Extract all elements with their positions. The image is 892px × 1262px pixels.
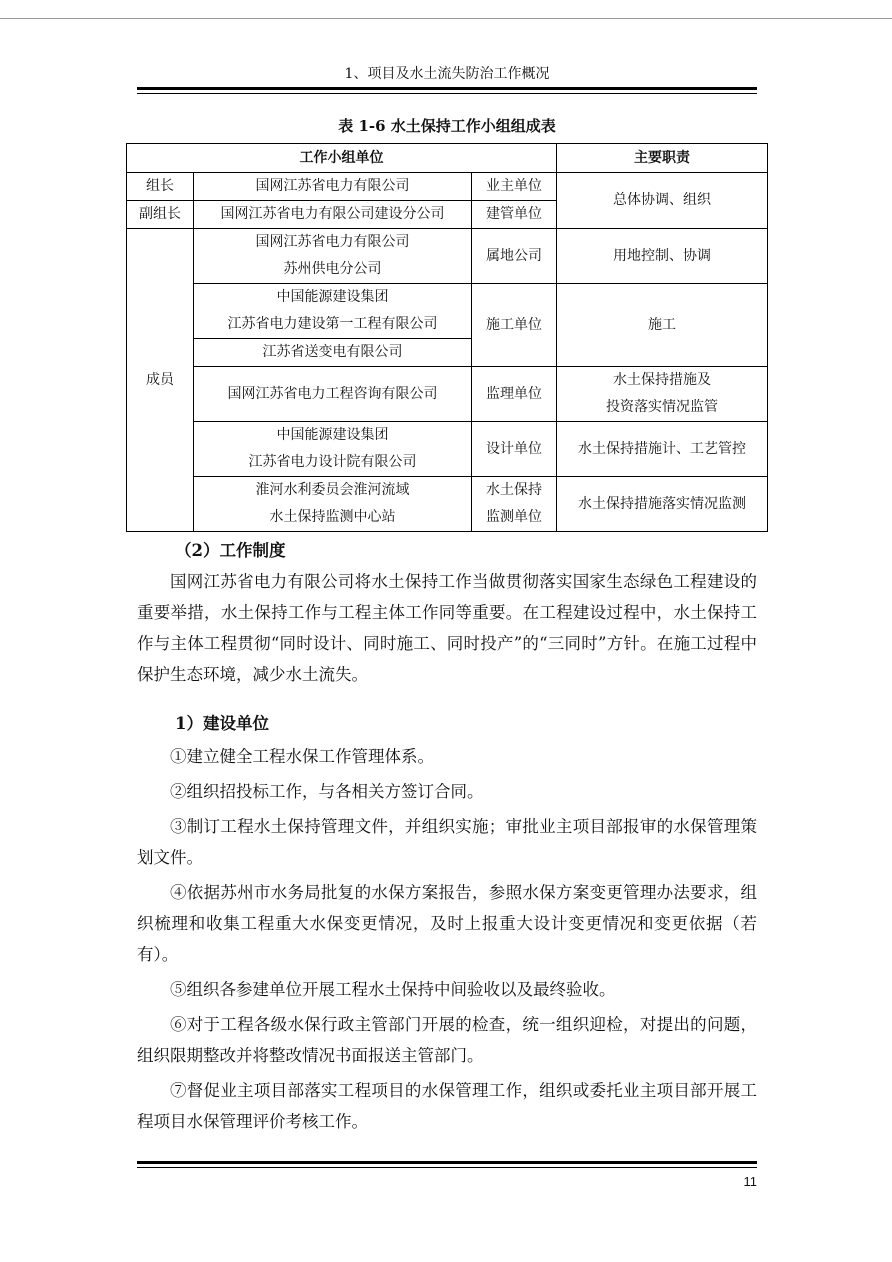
type-cell: 施工单位	[472, 284, 557, 367]
org-cell	[194, 422, 472, 477]
org-line: 中国能源建设集团	[276, 289, 389, 305]
role-cell: 副组长	[127, 201, 194, 229]
org-line: 江苏省电力设计院有限公司	[248, 454, 417, 470]
org-line: 淮河水利委员会淮河流域	[255, 482, 410, 498]
org-cell: 江苏省送变电有限公司	[194, 339, 472, 367]
org-cell: 国网江苏省电力有限公司建设分公司	[194, 201, 472, 229]
org-line: 江苏省电力建设第一工程有限公司	[227, 316, 438, 332]
duty-cell: 水土保持措施落实情况监测	[557, 477, 768, 532]
header-rule-thick	[137, 87, 757, 90]
list-item: ②组织招投标工作，与各相关方签订合同。	[170, 782, 484, 801]
work-group-table	[126, 143, 768, 532]
org-line: 苏州供电分公司	[283, 261, 382, 277]
footer-rule-thin	[137, 1167, 757, 1168]
header-unit: 工作小组单位	[127, 144, 557, 173]
type-cell: 设计单位	[472, 422, 557, 477]
duty-line: 投资落实情况监管	[606, 399, 719, 415]
sub-heading: 1）建设单位	[175, 714, 269, 733]
type-cell: 建管单位	[472, 201, 557, 229]
type-cell	[472, 477, 557, 532]
role-cell: 成员	[127, 229, 194, 532]
role-cell: 组长	[127, 173, 194, 201]
duty-cell	[557, 367, 768, 422]
table-row	[127, 367, 768, 422]
header-duty: 主要职责	[557, 144, 768, 173]
duty-line: 水土保持措施及	[613, 372, 712, 388]
paragraph: 国网江苏省电力有限公司将水土保持工作当做贯彻落实国家生态绿色工程建设的重要举措，水土保持工作与工程主体工作同等重要。在工程建设过程中，水土保持工作与主体工程贯彻“同时设计、同时施工、同时投产”的“三同时”方针。在施工过程中保护生态环境，减少水土流失。	[137, 572, 757, 684]
duty-cell: 用地控制、协调	[557, 229, 768, 284]
type-cell: 属地公司	[472, 229, 557, 284]
list-item: ③制订工程水土保持管理文件，并组织实施；审批业主项目部报审的水保管理策划文件。	[137, 817, 757, 867]
table-row	[127, 284, 768, 339]
intro-paragraph	[137, 566, 757, 690]
table-row	[127, 422, 768, 477]
list-item: ⑥对于工程各级水保行政主管部门开展的检查，统一组织迎检，对提出的问题，组织限期整改并将整改情况书面报送主管部门。	[137, 1015, 757, 1065]
type-line: 监测单位	[486, 509, 543, 525]
duty-cell: 总体协调、组织	[557, 173, 768, 229]
running-header: 1、项目及水土流失防治工作概况	[344, 66, 550, 82]
header-rule-thin	[137, 93, 757, 94]
page-top-border	[0, 18, 892, 19]
org-cell	[194, 284, 472, 339]
org-cell	[194, 229, 472, 284]
table-row	[127, 229, 768, 284]
org-cell	[194, 477, 472, 532]
duty-cell: 水土保持措施计、工艺管控	[557, 422, 768, 477]
section-heading: （2）工作制度	[175, 541, 286, 560]
list-item: ④依据苏州市水务局批复的水保方案报告，参照水保方案变更管理办法要求，组织梳理和收集工程重大水保变更情况，及时上报重大设计变更情况和变更依据（若有）。	[137, 883, 757, 964]
list-item: ⑦督促业主项目部落实工程项目的水保管理工作，组织或委托业主项目部开展工程项目水保管理评价考核工作。	[137, 1081, 757, 1131]
list-item: ⑤组织各参建单位开展工程水土保持中间验收以及最终验收。	[170, 980, 616, 999]
table-row	[127, 173, 768, 201]
duty-cell: 施工	[557, 284, 768, 367]
org-cell: 国网江苏省电力有限公司	[194, 173, 472, 201]
table-header-row	[127, 144, 768, 173]
type-cell: 监理单位	[472, 367, 557, 422]
org-line: 水土保持监测中心站	[269, 509, 396, 525]
items-block	[137, 741, 757, 1137]
table-row	[127, 477, 768, 532]
org-line: 国网江苏省电力有限公司	[255, 234, 410, 250]
footer-rule-thick	[137, 1161, 757, 1164]
type-cell: 业主单位	[472, 173, 557, 201]
table-caption: 表 1-6 水土保持工作小组组成表	[338, 117, 556, 135]
type-line: 水土保持	[486, 482, 543, 498]
list-item: ①建立健全工程水保工作管理体系。	[170, 747, 434, 766]
page-number: 11	[743, 1174, 757, 1189]
org-cell: 国网江苏省电力工程咨询有限公司	[194, 367, 472, 422]
org-line: 中国能源建设集团	[276, 427, 389, 443]
